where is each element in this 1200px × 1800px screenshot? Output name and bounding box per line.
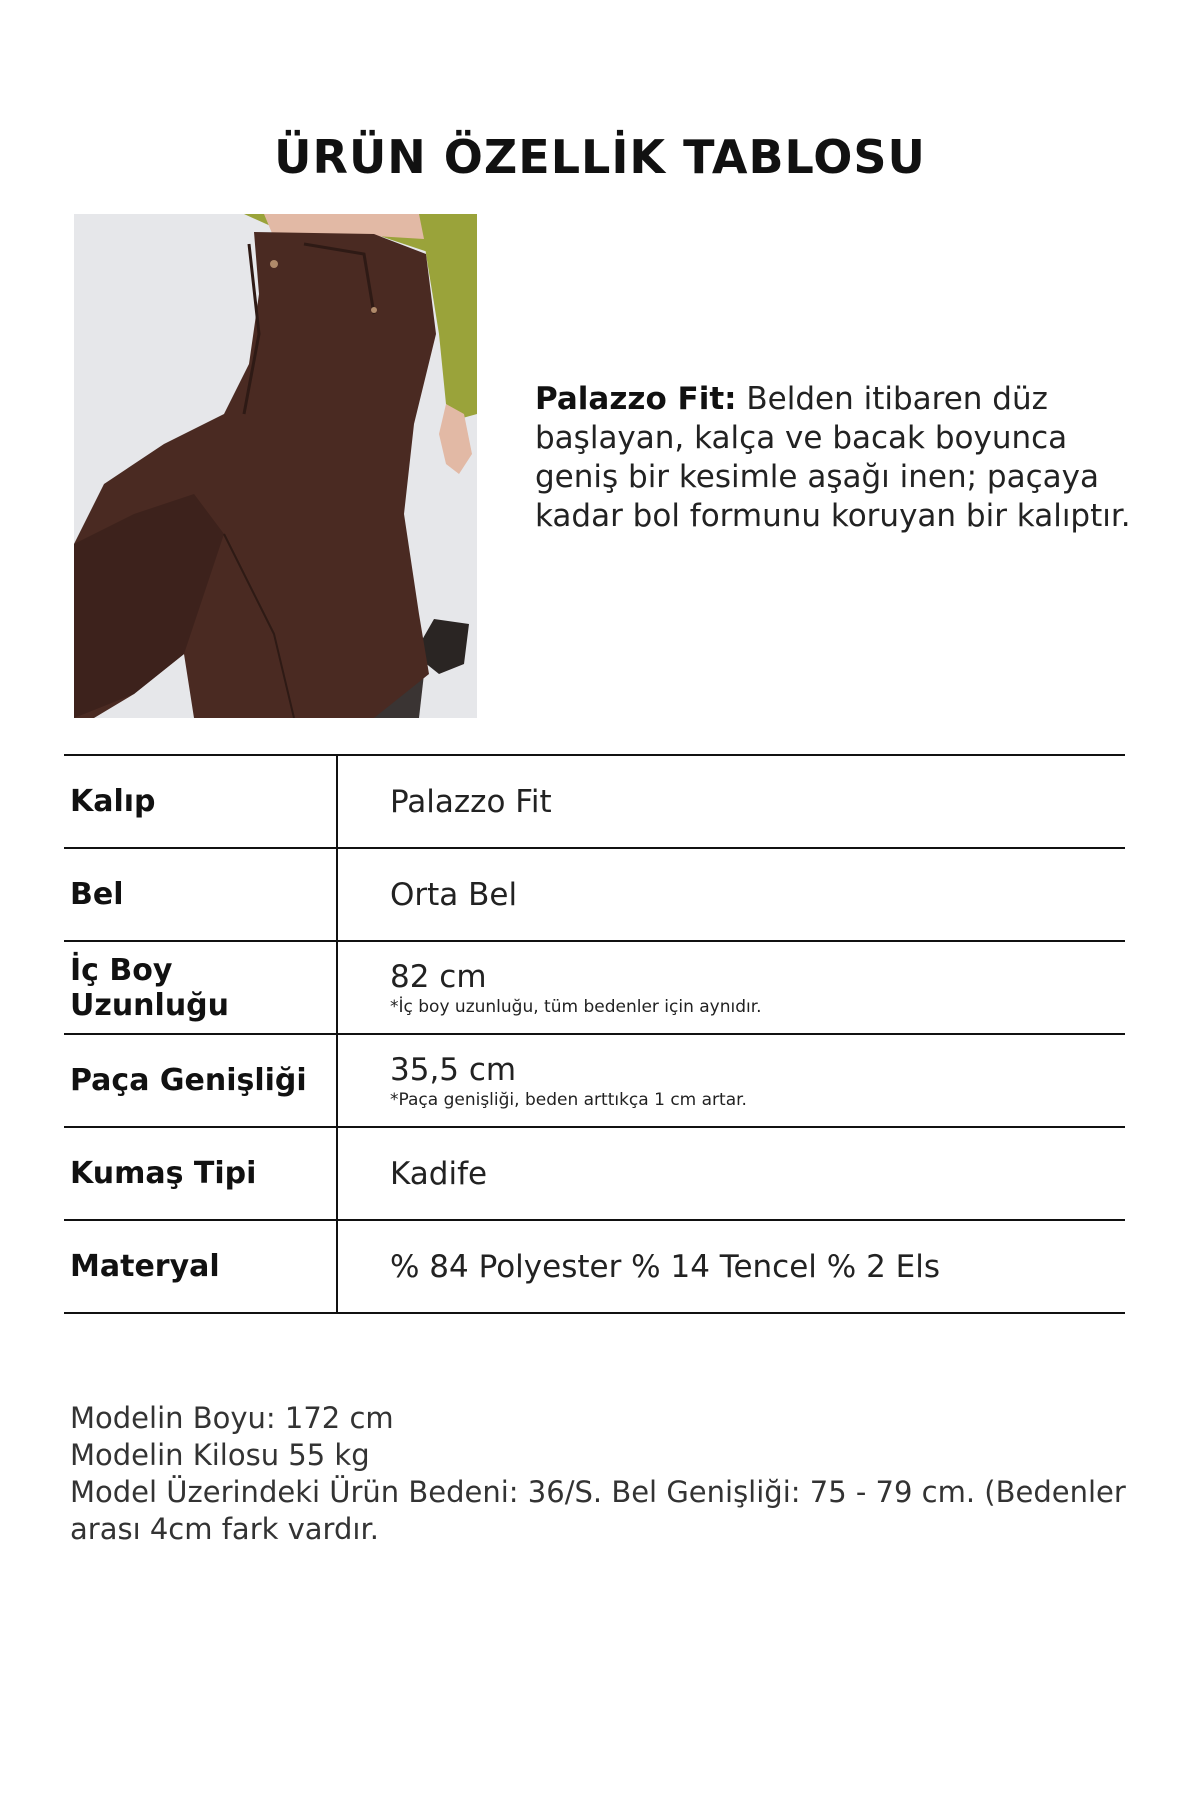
fit-description-text: Belden itibaren düz başlayan, kalça ve bacak boyunca geniş bir kesimle aşağı inen; paçaya kadar bol formunu koruyan bir kalıptır. <box>535 381 1131 534</box>
model-height: Modelin Boyu: 172 cm <box>70 1401 394 1435</box>
spec-value-cell <box>337 1127 1125 1220</box>
fit-description <box>535 380 1135 536</box>
spec-key: Kalıp <box>64 755 337 848</box>
spec-value: Orta Bel <box>390 876 518 913</box>
spec-key: Kumaş Tipi <box>64 1127 337 1220</box>
spec-key: Bel <box>64 848 337 941</box>
spec-note: *İç boy uzunluğu, tüm bedenler için aynıdır. <box>390 996 762 1017</box>
model-weight: Modelin Kilosu 55 kg <box>70 1438 370 1472</box>
page-title: ÜRÜN ÖZELLİK TABLOSU <box>274 130 926 184</box>
spec-row-materyal <box>64 1220 1125 1313</box>
spec-value: 35,5 cm <box>390 1051 517 1088</box>
spec-row-kalip <box>64 755 1125 848</box>
product-photo <box>74 214 477 718</box>
spec-value-cell <box>337 1220 1125 1313</box>
spec-note: *Paça genişliği, beden arttıkça 1 cm artar. <box>390 1089 747 1110</box>
spec-value-cell <box>337 848 1125 941</box>
spec-value: 82 cm <box>390 958 487 995</box>
spec-key: Paça Genişliği <box>64 1034 337 1127</box>
fit-description-lead: Palazzo Fit: <box>535 381 737 417</box>
spec-table <box>64 754 1125 1314</box>
spec-row-ic-boy <box>64 941 1125 1034</box>
spec-row-paca <box>64 1034 1125 1127</box>
model-info <box>70 1400 1130 1548</box>
spec-value: Kadife <box>390 1155 488 1192</box>
spec-row-bel <box>64 848 1125 941</box>
spec-row-kumas <box>64 1127 1125 1220</box>
spec-key: Materyal <box>64 1220 337 1313</box>
model-size: Model Üzerindeki Ürün Bedeni: 36/S. Bel Genişliği: 75 - 79 cm. (Bedenler arası 4cm fark vardır. <box>70 1475 1126 1546</box>
spec-value: % 84 Polyester % 14 Tencel % 2 Els <box>390 1248 940 1285</box>
spec-value: Palazzo Fit <box>390 783 552 820</box>
spec-key: İç Boy Uzunluğu <box>64 941 337 1034</box>
spec-value-cell <box>337 755 1125 848</box>
spec-value-cell <box>337 941 1125 1034</box>
spec-value-cell <box>337 1034 1125 1127</box>
